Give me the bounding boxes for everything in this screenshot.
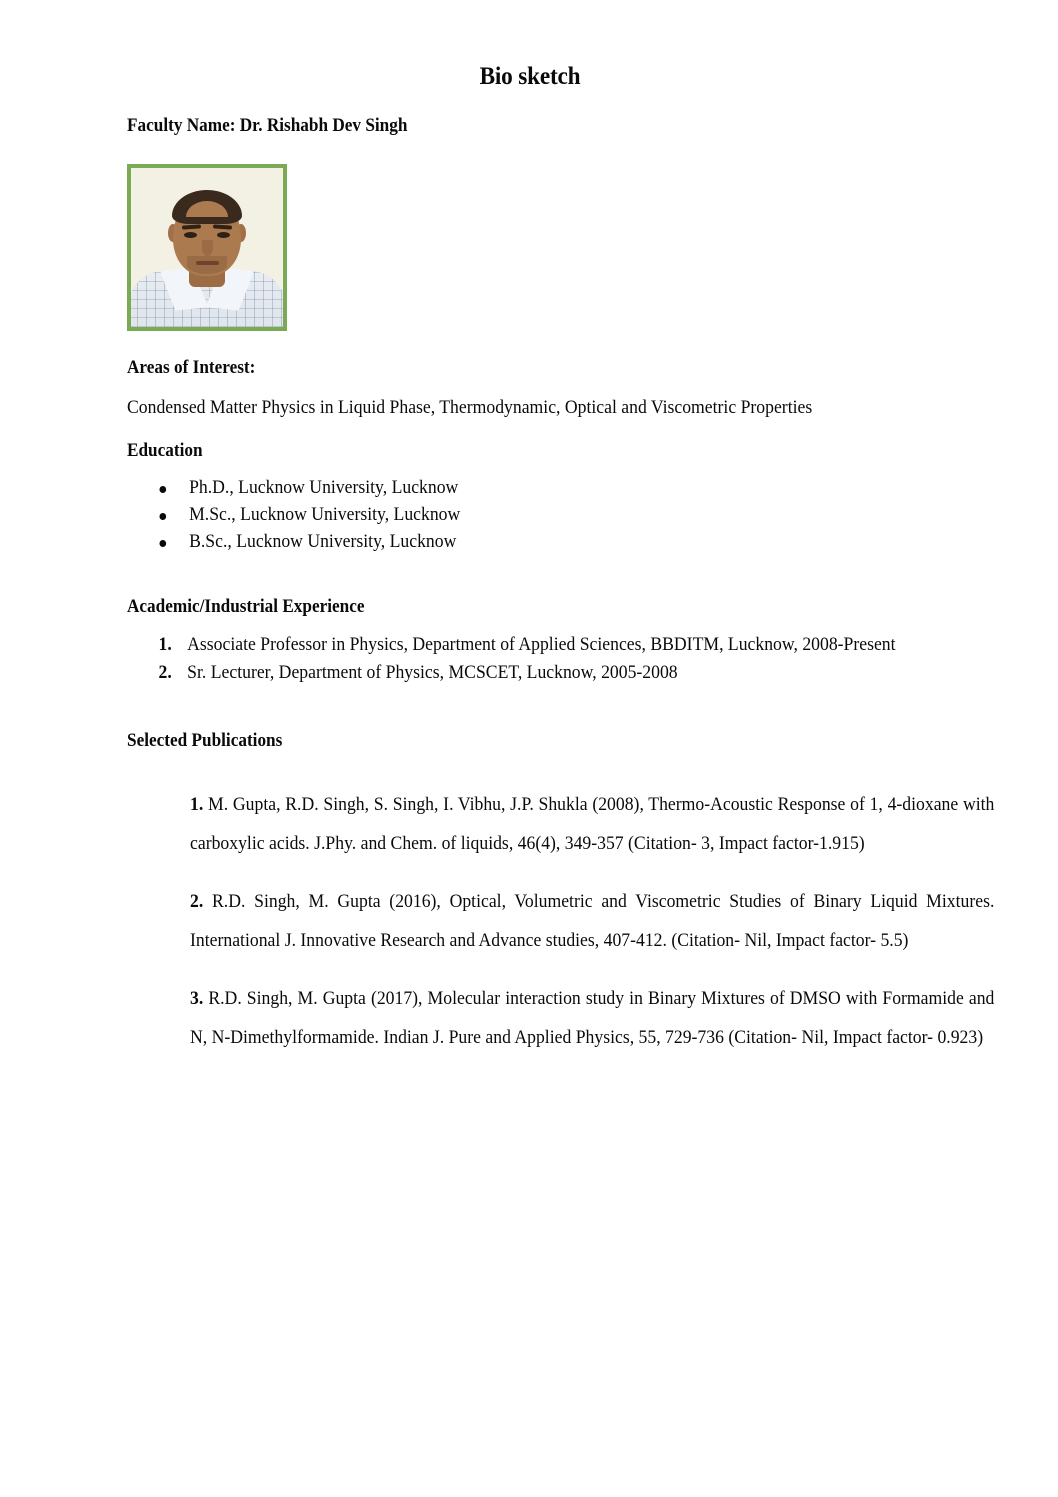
- experience-item-label: Sr. Lecturer, Department of Physics, MCSCET, Lucknow, 2005-2008: [187, 663, 678, 684]
- publications-list: [127, 753, 995, 1058]
- publication-number: 3.: [190, 988, 209, 1009]
- experience-item-number: 1.: [158, 635, 172, 656]
- areas-of-interest-text: Condensed Matter Physics in Liquid Phase, Thermodynamic, Optical and Viscometric Properties: [127, 397, 813, 418]
- page-title: Bio sketch: [479, 63, 581, 90]
- portrait-brow-right: [213, 224, 232, 229]
- experience-item-label: Associate Professor in Physics, Department of Applied Sciences, BBDITM, Lucknow, 2008-Present: [187, 635, 896, 656]
- document-content: [127, 0, 995, 1077]
- faculty-photo: [127, 164, 287, 331]
- publication-text: R.D. Singh, M. Gupta (2017), Molecular interaction study in Binary Mixtures of DMSO with Formamide and N, N-Dimethylformamide. Indian J. Pure and Applied Physics, 55, 729-736 (Citation- Nil, Impact factor- 0.923): [190, 988, 995, 1048]
- portrait-jaw-shadow: [187, 256, 227, 274]
- publication-text: R.D. Singh, M. Gupta (2016), Optical, Volumetric and Viscometric Studies of Binary Liquid Mixtures. International J. Innovative Research and Advance studies, 407-412. (Citation- Nil, Impact factor- 5.5): [190, 891, 995, 951]
- publication-number: 1.: [190, 794, 209, 815]
- bullet-icon: [159, 513, 166, 520]
- portrait-nose: [202, 240, 213, 256]
- list-item: [127, 529, 897, 556]
- education-item-label: B.Sc., Lucknow University, Lucknow: [189, 532, 457, 553]
- list-item: [127, 632, 992, 659]
- publications-heading: Selected Publications: [127, 731, 283, 752]
- portrait-hair: [172, 190, 242, 224]
- list-item: [127, 660, 992, 687]
- list-item: [127, 502, 897, 529]
- bullet-icon: [159, 540, 166, 547]
- publication-text: M. Gupta, R.D. Singh, S. Singh, I. Vibhu, J.P. Shukla (2008), Thermo-Acoustic Response of 1, 4-dioxane with carboxylic acids. J.Phy. and Chem. of liquids, 46(4), 349-357 (Citation- 3, Impact factor-1.915): [190, 794, 995, 854]
- portrait-eye-right: [217, 232, 230, 238]
- faculty-name: Faculty Name: Dr. Rishabh Dev Singh: [127, 115, 408, 136]
- education-list: [127, 463, 933, 557]
- publication-number: 2.: [190, 891, 213, 912]
- portrait-mouth: [196, 261, 219, 265]
- list-item: [127, 883, 994, 961]
- list-item: [127, 980, 994, 1058]
- bullet-icon: [159, 486, 166, 493]
- experience-item-number: 2.: [158, 663, 172, 684]
- experience-list: [127, 619, 933, 687]
- education-item-label: Ph.D., Lucknow University, Lucknow: [189, 477, 459, 498]
- experience-heading: Academic/Industrial Experience: [127, 597, 365, 618]
- portrait-eye-left: [184, 232, 197, 238]
- list-item: [127, 786, 994, 864]
- education-heading: Education: [127, 440, 203, 461]
- list-item: [127, 475, 897, 502]
- portrait-image: [131, 168, 283, 327]
- education-item-label: M.Sc., Lucknow University, Lucknow: [189, 504, 461, 525]
- areas-of-interest-heading: Areas of Interest:: [127, 357, 256, 378]
